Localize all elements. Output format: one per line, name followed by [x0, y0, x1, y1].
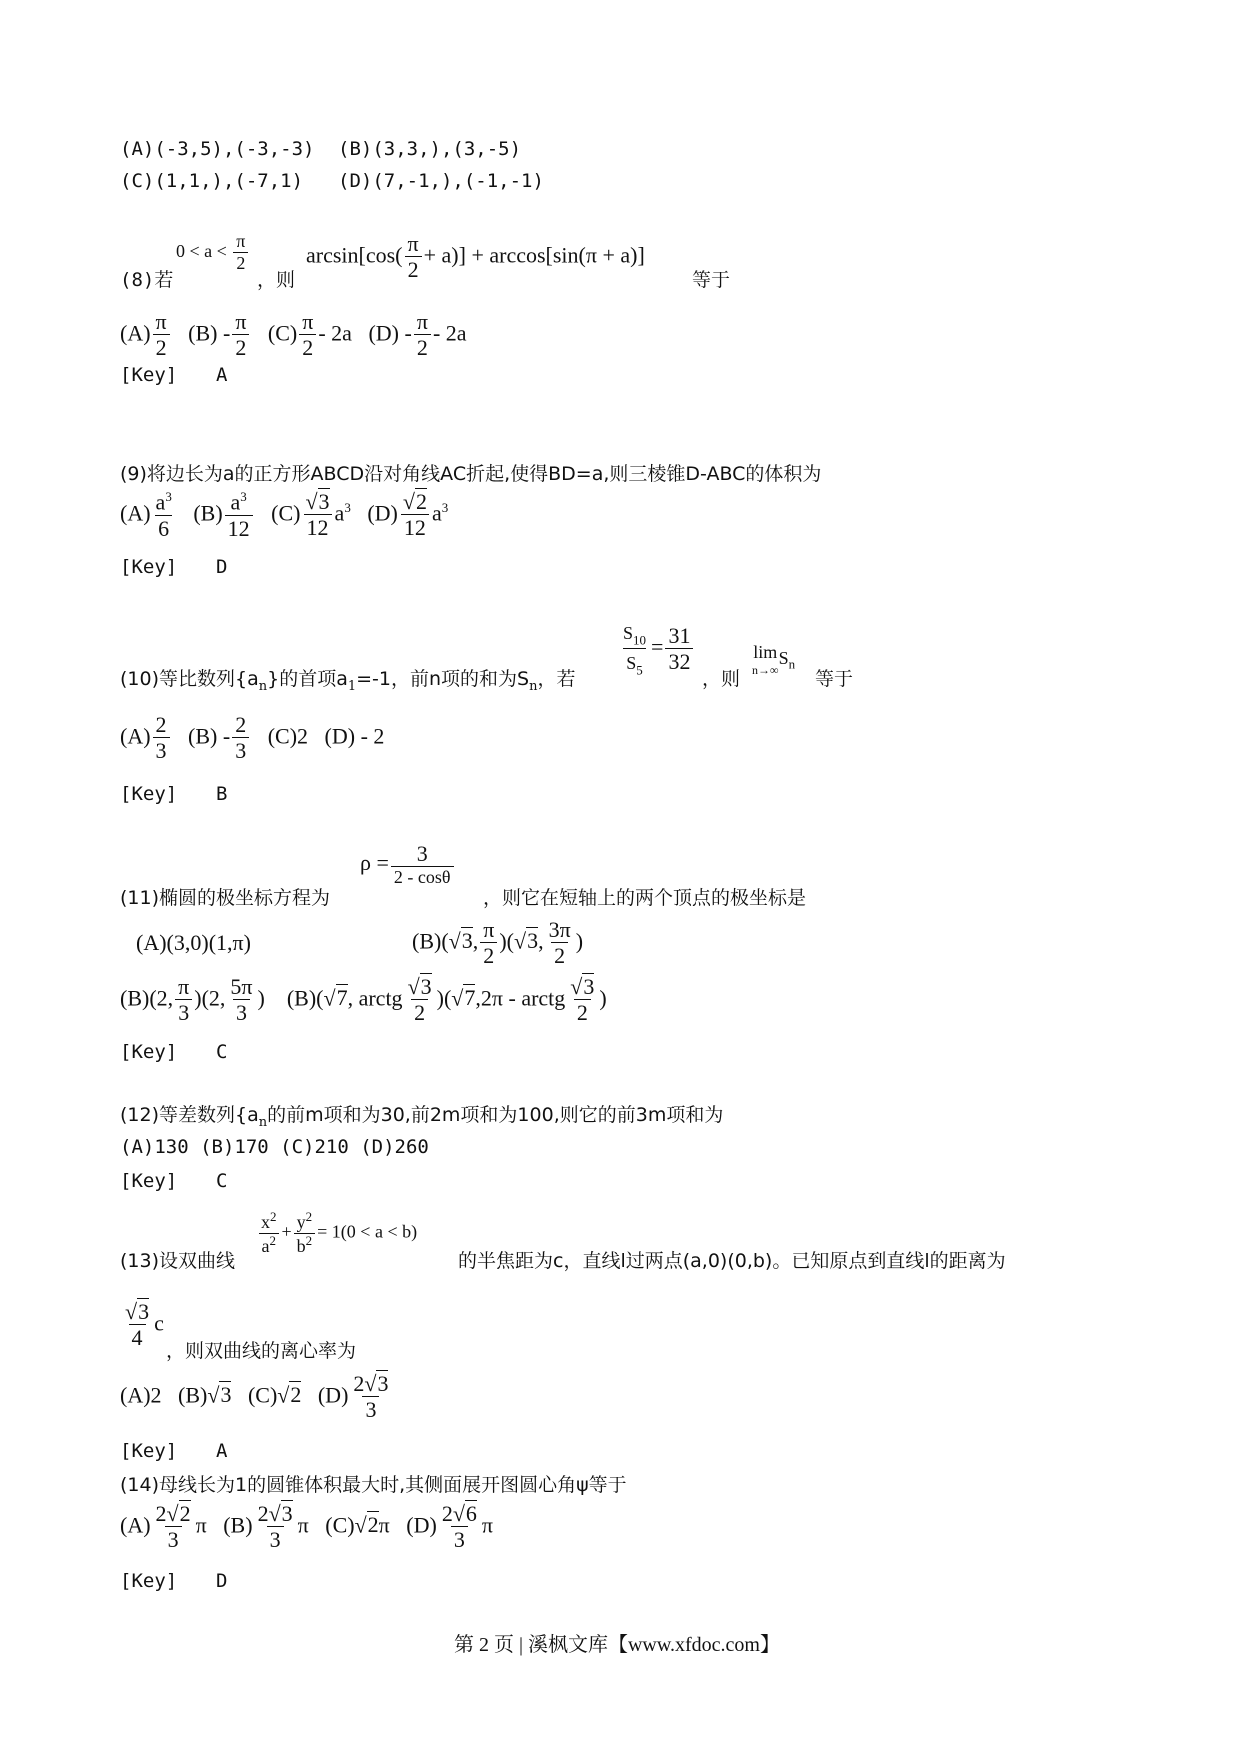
q10-ratio: $\frac{S_{10}}{S_5}$ = $\frac{31}{32}$	[618, 620, 695, 678]
q7-option-b: (B)(3,3,),(3,-5)	[338, 138, 522, 160]
q12-key: [Key] C	[120, 1170, 228, 1192]
q8-expression: arcsin[cos( $\frac{\pi}{2}$ + a)] + arccos[sin(π + a)]	[306, 231, 645, 283]
q7-option-c: (C)(1,1,),(-7,1)	[120, 170, 304, 192]
q11-stem-b: ，则它在短轴上的两个顶点的极坐标是	[483, 887, 807, 909]
q13-stem-c: ，则双曲线的离心率为	[166, 1340, 357, 1362]
q11-option-a: (A)(3,0)(1,π)	[136, 930, 251, 955]
q13-stem-b: 的半焦距为c，直线l过两点(a,0)(0,b)。已知原点到直线l的距离为	[458, 1250, 1006, 1272]
q11-key: [Key] C	[120, 1041, 228, 1063]
q13-options: (A)2 (B)√3 (C)√2 (D) $\frac{2√3}{3}$	[120, 1371, 389, 1423]
q8-key: [Key] A	[120, 364, 228, 386]
q11-option-c: (B)(2, $\frac{\pi}{3}$ )(2, $\frac{5\pi}{3}$ ) (B)(√7, arctg $\frac{√3}{2}$ )(√7,2π - arctg $\frac{√3}{2}$ )	[120, 974, 607, 1026]
q10-limit: lim n→∞ $S_n$	[752, 642, 796, 677]
q14-stem: (14)母线长为1的圆锥体积最大时,其侧面展开图圆心角ψ等于	[120, 1474, 627, 1496]
q13-equation: $\frac{x^2}{a^2}$ + $\frac{y^2}{b^2}$ = 1(0 < a < b)	[256, 1210, 417, 1256]
q8-then: ，则	[257, 269, 296, 291]
q7-option-a: (A)(-3,5),(-3,-3)	[120, 138, 315, 160]
q10-options: (A) $\frac{2}{3}$ (B) - $\frac{2}{3}$ (C)2 (D) - 2	[120, 712, 385, 764]
q11-option-b: (B)(√3, $\frac{\pi}{2}$ )(√3, $\frac{3\pi}{2}$ )	[412, 917, 584, 969]
q8-equals: 等于	[692, 269, 731, 291]
q7-option-d: (D)(7,-1,),(-1,-1)	[338, 170, 544, 192]
q9-key: [Key] D	[120, 556, 228, 578]
q14-options: (A) $\frac{2√2}{3}$ π (B) $\frac{2√3}{3}$ π (C)√2π (D) $\frac{2√6}{3}$ π	[120, 1501, 493, 1553]
q10-then: ，则	[702, 668, 741, 690]
q13-distance: $\frac{√3}{4}$ c	[125, 1299, 164, 1351]
q9-stem: (9)将边长为a的正方形ABCD沿对角线AC折起,使得BD=a,则三棱锥D-ABC的体积为	[120, 463, 822, 485]
page-footer: 第 2 页 | 溪枫文库【www.xfdoc.com】	[453, 1634, 780, 1656]
q13-stem-a: (13)设双曲线	[120, 1250, 236, 1272]
q10-equals: 等于	[815, 668, 854, 690]
q12-options: (A)130 (B)170 (C)210 (D)260	[120, 1136, 429, 1158]
q8-options: (A) $\frac{\pi}{2}$ (B) - $\frac{\pi}{2}$ (C) $\frac{\pi}{2}$ - 2a (D) - $\frac{\pi}{2}$ - 2a	[120, 309, 467, 361]
q14-key: [Key] D	[120, 1570, 228, 1592]
q11-equation: ρ = $\frac{3}{2 - \cos\theta}$	[360, 842, 456, 888]
q8-stem: (8)若	[120, 269, 174, 291]
q12-stem: (12)等差数列{$a_n$的前m项和为30,前2m项和为100,则它的前3m项和为	[120, 1104, 724, 1130]
q9-options: (A) $\frac{a^3}{6}$ (B) $\frac{a^3}{12}$ (C) $\frac{√3}{12}$ $a^3$ (D) $\frac{√2}{12}$ $a^3$	[120, 489, 449, 541]
q11-stem-a: (11)椭圆的极坐标方程为	[120, 887, 331, 909]
q8-condition: 0 < a < $\frac{\pi}{2}$	[176, 232, 250, 273]
q10-key: [Key] B	[120, 783, 228, 805]
q10-stem: (10)等比数列$\{a_n\}$的首项$a_1=-1$，前n项的和为$S_n$，若	[120, 668, 576, 694]
q13-key: [Key] A	[120, 1440, 228, 1462]
